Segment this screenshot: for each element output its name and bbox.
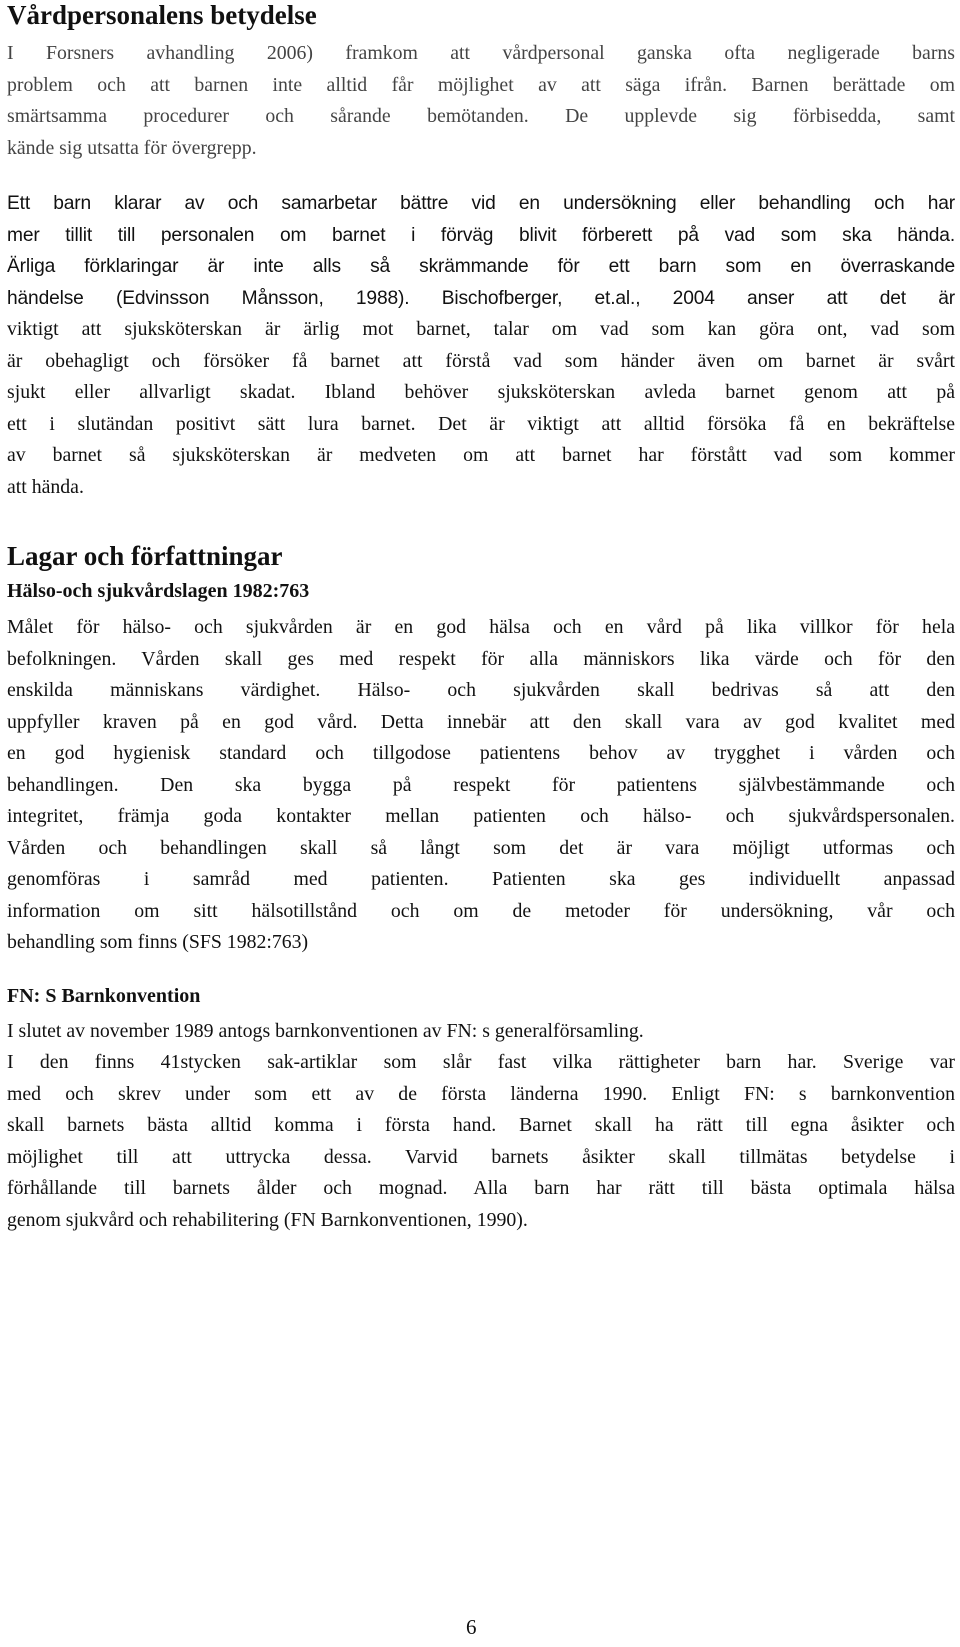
text-line: att hända. xyxy=(7,475,84,498)
text-line: Ett barn klarar av och samarbetar bättre vid en undersökning eller behandling och har xyxy=(7,193,955,214)
text-line: Målet för hälso- och sjukvården är en god hälsa och en vård på lika villkor för hela xyxy=(7,616,955,638)
heading-lagar-och-forfattningar: Lagar och författningar xyxy=(7,541,283,571)
text-line: kände sig utsatta för övergrepp. xyxy=(7,136,257,159)
text-line: integritet, främja goda kontakter mellan patienten och hälso- och sjukvårdspersonalen. xyxy=(7,805,955,827)
text-line: enskilda människans värdighet. Hälso- och sjukvården skall bedrivas så att den xyxy=(7,679,955,701)
text-line: genomföras i samråd med patienten. Patienten ska ges individuellt anpassad xyxy=(7,868,955,890)
page-number: 6 xyxy=(466,1615,477,1639)
text-line: behandlingen. Den ska bygga på respekt för patientens självbestämmande och xyxy=(7,773,955,796)
text-line: en god hygienisk standard och tillgodose patientens behov av trygghet i vården och xyxy=(7,742,955,764)
paragraph-samarbete xyxy=(7,188,955,503)
subheading-fn-barnkonvention: FN: S Barnkonvention xyxy=(7,985,201,1007)
text-line: Vården och behandlingen skall så långt som det är vara möjligt utformas och xyxy=(7,836,955,859)
text-line: skall barnets bästa alltid komma i första hand. Barnet skall ha rätt till egna åsikter och xyxy=(7,1114,955,1136)
text-line: I Forsners avhandling 2006) framkom att vårdpersonal ganska ofta negligerade barns xyxy=(7,42,955,64)
heading-vardpersonalens-betydelse: Vårdpersonalens betydelse xyxy=(7,0,317,30)
text-line: möjlighet till att uttrycka dessa. Varvid barnets åsikter skall tillmätas betydelse i xyxy=(7,1145,955,1168)
text-line: förhållande till barnets ålder och mognad. Alla barn har rätt till bästa optimala hälsa xyxy=(7,1177,955,1199)
text-line: händelse (Edvinsson Månsson, 1988). Bischofberger, et.al., 2004 anser att det är xyxy=(7,287,955,309)
text-line: sjukt eller allvarligt skadat. Ibland behöver sjuksköterskan avleda barnet genom att på xyxy=(7,381,955,403)
paragraph-hsl xyxy=(7,612,955,959)
paragraph-barnkonvention-intro xyxy=(7,1016,955,1048)
paragraph-forsner xyxy=(7,38,955,164)
text-line: är obehagligt och försöker få barnet att förstå vad som händer även om barnet är svårt xyxy=(7,349,955,372)
text-line: med och skrev under som ett av de första länderna 1990. Enligt FN: s barnkonvention xyxy=(7,1082,955,1105)
text-line: viktigt att sjuksköterskan är ärlig mot barnet, talar om vad som kan göra ont, vad som xyxy=(7,318,955,340)
text-line: av barnet så sjuksköterskan är medveten om att barnet har förstått vad som kommer xyxy=(7,444,955,466)
text-line: I slutet av november 1989 antogs barnkonventionen av FN: s generalförsamling. xyxy=(7,1020,644,1042)
subheading-halso-och-sjukvardslagen: Hälso-och sjukvårdslagen 1982:763 xyxy=(7,580,310,602)
text-line: I den finns 41stycken sak-artiklar som slår fast vilka rättigheter barn har. Sverige var xyxy=(7,1051,955,1073)
text-line: genom sjukvård och rehabilitering (FN Barnkonventionen, 1990). xyxy=(7,1208,528,1231)
paragraph-barnkonvention xyxy=(7,1047,955,1236)
text-line: befolkningen. Vården skall ges med respekt för alla människors lika värde och för den xyxy=(7,647,955,670)
text-line: information om sitt hälsotillstånd och om de metoder för undersökning, vår och xyxy=(7,899,955,922)
text-line: behandling som finns (SFS 1982:763) xyxy=(7,931,309,953)
text-line: smärtsamma procedurer och sårande bemötanden. De upplevde sig förbisedda, samt xyxy=(7,105,955,127)
text-line: Ärliga förklaringar är inte alls så skrämmande för ett barn som en överraskande xyxy=(7,256,955,277)
text-line: uppfyller kraven på en god vård. Detta innebär att den skall vara av god kvalitet med xyxy=(7,710,955,733)
text-line: mer tillit till personalen om barnet i förväg blivit förberett på vad som ska hända. xyxy=(7,224,955,246)
text-line: problem och att barnen inte alltid får möjlighet av att säga ifrån. Barnen berättade om xyxy=(7,73,955,96)
text-line: ett i slutändan positivt sätt lura barnet. Det är viktigt att alltid försöka få en bekräftelse xyxy=(7,412,955,435)
